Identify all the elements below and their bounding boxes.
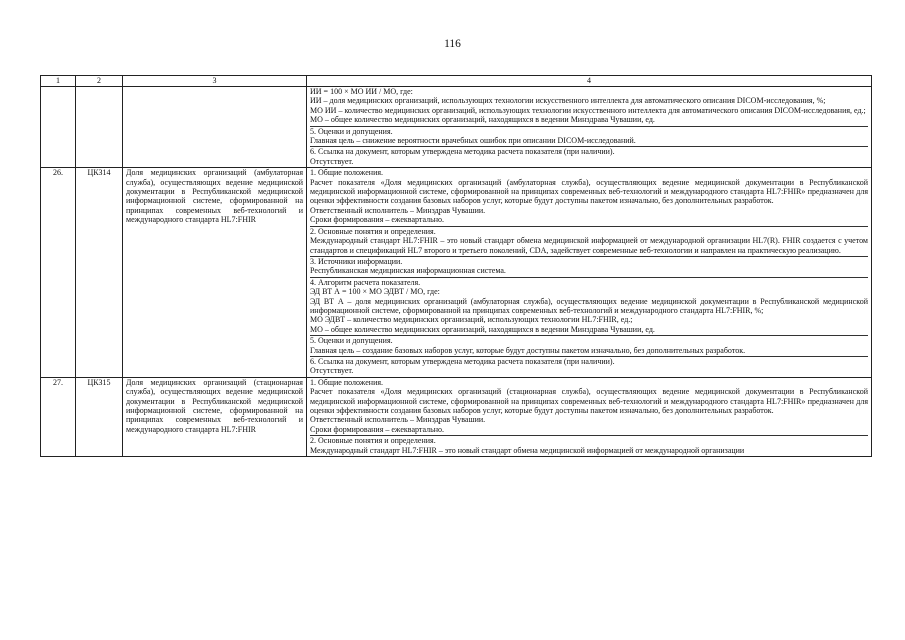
methodology-line: Ответственный исполнитель – Минздрав Чувашии. (310, 415, 486, 425)
methodology-line: Сроки формирования – ежеквартально. (310, 215, 445, 225)
methodology-line: 5. Оценки и допущения. (310, 126, 393, 136)
methodology-line: Республиканская медицинская информационная система. (310, 266, 506, 276)
header-col-3: 3 (123, 76, 307, 87)
methodology-line: 1. Общие положения. (310, 168, 384, 178)
methodology-line: 5. Оценки и допущения. (310, 336, 393, 346)
row-number: 27. (41, 377, 76, 456)
cell-methodology (307, 168, 872, 378)
methodology-line: МО – общее количество медицинских организаций, находящихся в ведении Минздрава Чувашии, ед. (310, 324, 655, 334)
methodology-line: Главная цель – снижение вероятности врачебных ошибок при описании DICOM-исследований. (310, 136, 636, 146)
header-col-2: 2 (76, 76, 123, 87)
methodology-line: МО ЭДВТ – количество медицинских организаций, использующих технологии HL7:FHIR, ед.; (310, 315, 633, 325)
methodology-line: 6. Ссылка на документ, которым утверждена методика расчета показателя (при наличии). (310, 356, 615, 366)
methodology-line: 2. Основные понятия и определения. (310, 226, 436, 236)
methodology-section (310, 87, 868, 127)
header-col-4: 4 (307, 76, 872, 87)
table-row (41, 377, 872, 456)
methodology-line: ИИ – доля медицинских организаций, использующих технологии искусственного интеллекта для автоматического описания DICOM-исследования, %; (310, 96, 826, 106)
table-row (41, 168, 872, 378)
methodology-section (310, 357, 868, 377)
methodology-section (310, 127, 868, 148)
methodology-line: Международный стандарт HL7:FHIR – это новый стандарт обмена медицинской информацией от международной организации HL7(R). FHIR создается с учетом стандартов и спецификаций HL7 второго и третьего поколений, CDA, задействует современные веб-технологии и направлен на практическую реализацию. (310, 236, 868, 255)
methodology-line: ИИ = 100 × МО ИИ / МО, где: (310, 87, 413, 96)
row-number: 26. (41, 168, 76, 378)
methodology-section (310, 436, 868, 456)
methodology-section (310, 336, 868, 357)
methodology-line: 2. Основные понятия и определения. (310, 436, 436, 446)
methodology-line: Ответственный исполнитель – Минздрав Чувашии. (310, 205, 486, 215)
methodology-line: Расчет показателя «Доля медицинских организаций (стационарная служба), осуществляющих ведение медицинской документации в Республиканской медицинской информационной системе, сформированной на принципах современных веб-технологий и международного стандарта HL7:FHIR» предназначен для оценки эффективности создания базовых наборов услуг, которые будут доступны пакетом изначально, без дополнительных разработок. (310, 387, 868, 415)
methodology-line: ЭД ВТ А – доля медицинских организаций (амбулаторная служба), осуществляющих ведение медицинской документации в Республиканской медицинской информационной системе, сформированной на принципах современных веб-технологий и международного стандарта HL7:FHIR, %; (310, 296, 868, 315)
methodology-line: 4. Алгоритм расчета показателя. (310, 277, 421, 287)
methodology-section (310, 257, 868, 278)
continuation-row (41, 87, 872, 168)
methodology-line: Отсутствует. (310, 156, 354, 166)
methodology-line: Расчет показателя «Доля медицинских организаций (амбулаторная служба), осуществляющих ведение медицинской документации в Республиканской медицинской информационной системе, сформированной на принципах современных веб-технологий и международного стандарта HL7:FHIR» предназначен для оценки эффективности создания базовых наборов услуг, которые будут доступны пакетом изначально, без дополнительных разработок. (310, 177, 868, 206)
methodology-line: 6. Ссылка на документ, которым утверждена методика расчета показателя (при наличии). (310, 147, 615, 157)
methodology-line: 3. Источники информации. (310, 256, 403, 266)
header-col-1: 1 (41, 76, 76, 87)
indicator-name: Доля медицинских организаций (амбулаторная служба), осуществляющих ведение медицинской документации в Республиканской медицинской информационной системе, сформированной на принципах современных веб-технологий и международного стандарта HL7:FHIR (123, 168, 307, 378)
cell-methodology (307, 377, 872, 456)
methodology-line: Сроки формирования – ежеквартально. (310, 424, 445, 434)
indicator-code: ЦКЗ15 (76, 377, 123, 456)
methodology-line: МО – общее количество медицинских организаций, находящихся в ведении Минздрава Чувашии, ед. (310, 115, 655, 125)
indicator-name: Доля медицинских организаций (стационарная служба), осуществляющих ведение медицинской документации в Республиканской медицинской информационной системе, сформированной на принципах современных веб-технологий и международного стандарта HL7:FHIR (123, 377, 307, 456)
methodology-section (310, 378, 868, 436)
methodology-line: Международный стандарт HL7:FHIR – это новый стандарт обмена медицинской информацией от международной организации (310, 445, 745, 455)
methodology-section (310, 168, 868, 226)
methodology-section (310, 147, 868, 167)
cell-num (41, 87, 76, 168)
cell-code (76, 87, 123, 168)
table-header-row (41, 76, 872, 87)
methodology-line: 1. Общие положения. (310, 377, 384, 387)
cell-methodology (307, 87, 872, 168)
indicator-table (40, 75, 872, 457)
methodology-line: Главная цель – создание базовых наборов услуг, которые будут доступны пакетом изначально, без дополнительных разработок. (310, 345, 746, 355)
cell-name (123, 87, 307, 168)
methodology-line: МО ИИ – количество медицинских организаций, использующих технологии искусственного интеллекта для автоматического описания DICOM-исследования, ед.; (310, 105, 866, 115)
methodology-section (310, 227, 868, 257)
page-number: 116 (444, 38, 461, 50)
methodology-line: Отсутствует. (310, 366, 354, 376)
methodology-section (310, 278, 868, 336)
methodology-line: ЭД ВТ А = 100 × МО ЭДВТ / МО, где: (310, 287, 440, 297)
indicator-code: ЦКЗ14 (76, 168, 123, 378)
